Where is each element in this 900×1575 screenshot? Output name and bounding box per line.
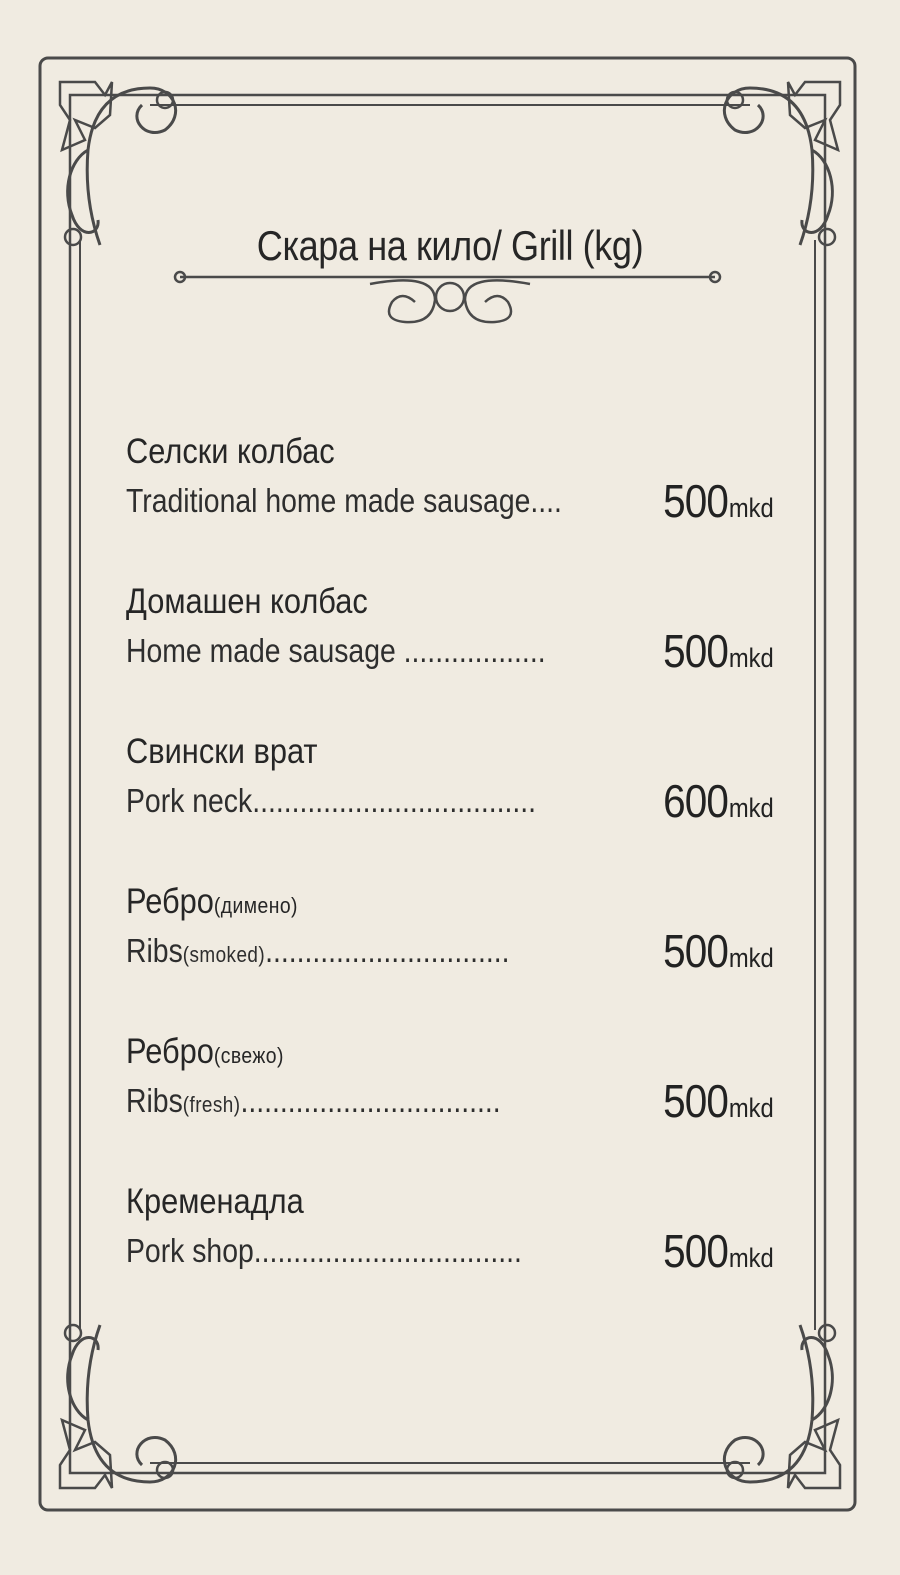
corner-ornament xyxy=(60,82,176,245)
item-name-mk: Селски колбас xyxy=(126,432,335,471)
item-name-en: Pork shop.................................. xyxy=(126,1232,522,1269)
item-price: 500mkd xyxy=(663,925,774,977)
item-name-mk: Домашен колбас xyxy=(126,582,368,621)
item-price: 500mkd xyxy=(663,1225,774,1277)
menu-item xyxy=(126,1032,786,1182)
item-name-en: Traditional home made sausage.... xyxy=(126,482,562,519)
item-price: 500mkd xyxy=(663,475,774,527)
title-divider-ornament xyxy=(170,262,730,337)
item-name-en: Pork neck.................................... xyxy=(126,782,537,819)
item-price: 600mkd xyxy=(663,775,774,827)
menu-item xyxy=(126,582,786,732)
item-name-mk: Кременадла xyxy=(126,1182,304,1221)
menu-item xyxy=(126,1182,786,1302)
item-name-en: Ribs(fresh)................................. xyxy=(126,1082,501,1119)
item-name-en: Ribs(smoked)............................... xyxy=(126,932,510,969)
item-name-mk: Ребро(димено) xyxy=(126,882,298,921)
menu-list xyxy=(126,432,786,1302)
item-name-mk: Свински врат xyxy=(126,732,318,771)
item-name-mk: Ребро(свежо) xyxy=(126,1032,284,1071)
menu-item xyxy=(126,882,786,1032)
menu-title: Скара на кило/ Grill (kg) xyxy=(256,222,644,269)
menu-item xyxy=(126,432,786,582)
item-price: 500mkd xyxy=(663,625,774,677)
item-price: 500mkd xyxy=(663,1075,774,1127)
item-name-en: Home made sausage .................. xyxy=(126,632,546,669)
menu-item xyxy=(126,732,786,882)
